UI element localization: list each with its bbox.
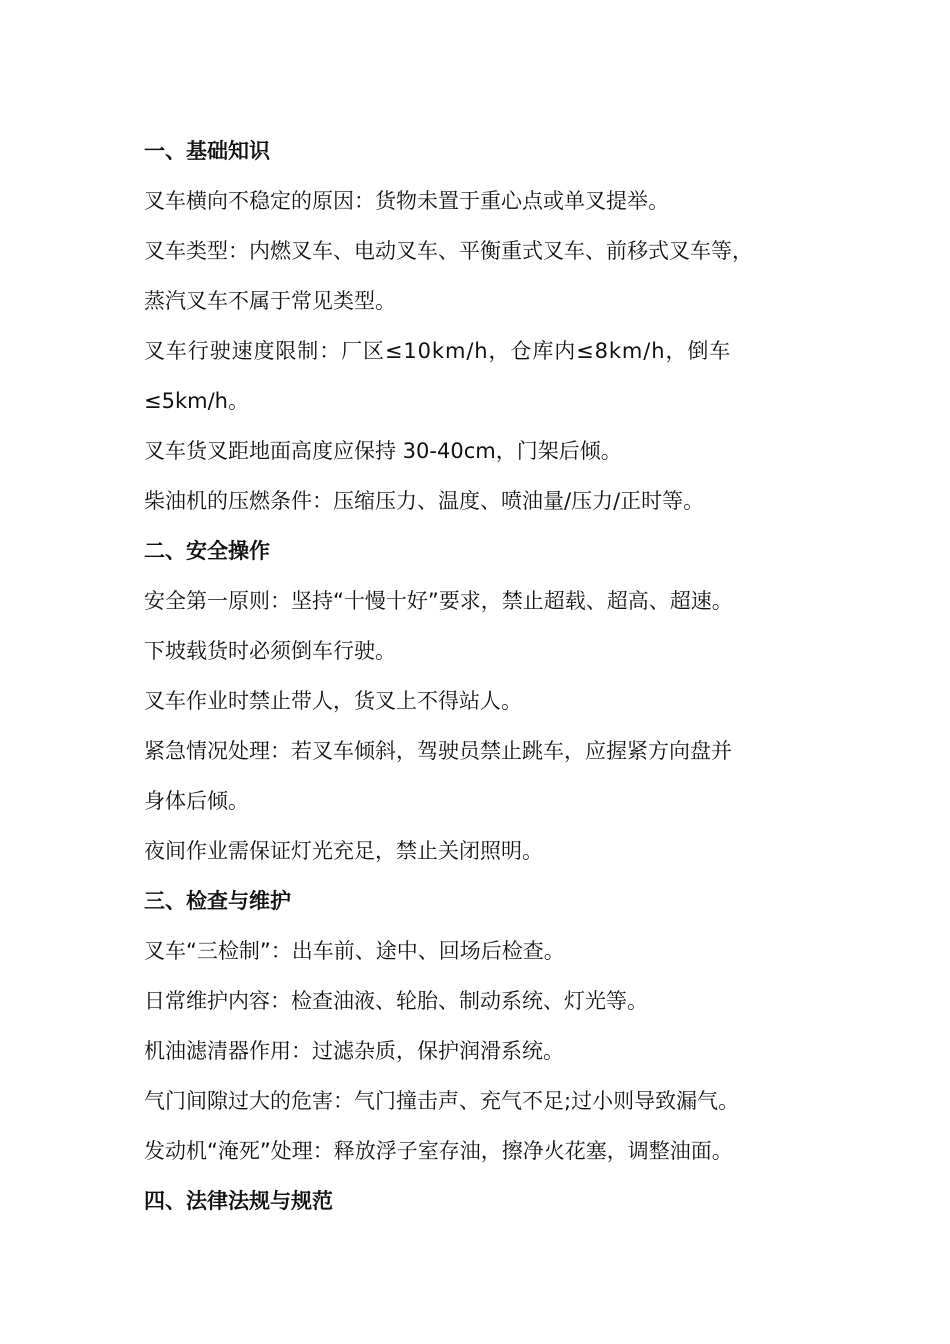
paragraph-line: 下坡载货时必须倒车行驶。 [144,639,396,663]
paragraph-line: 气门间隙过大的危害：气门撞击声、充气不足;过小则导致漏气。 [144,1089,740,1113]
paragraph-line: 安全第一原则：坚持“十慢十好”要求，禁止超载、超高、超速。 [144,589,733,613]
document-body [144,126,834,1226]
paragraph-line: 日常维护内容：检查油液、轮胎、制动系统、灯光等。 [144,989,648,1013]
paragraph-line: 叉车货叉距地面高度应保持 30-40cm，门架后倾。 [144,439,622,463]
paragraph-line: 蒸汽叉车不属于常见类型。 [144,289,396,313]
paragraph-line: 叉车横向不稳定的原因：货物未置于重心点或单叉提举。 [144,189,669,213]
paragraph-line: 机油滤清器作用：过滤杂质，保护润滑系统。 [144,1039,564,1063]
section-heading-laws-regulations: 四、法律法规与规范 [144,1189,333,1213]
paragraph-line: 身体后倾。 [144,789,249,813]
paragraph-line: 柴油机的压燃条件：压缩压力、温度、喷油量/压力/正时等。 [144,489,705,513]
paragraph-line: 夜间作业需保证灯光充足，禁止关闭照明。 [144,839,543,863]
paragraph-line: ≤5km/h。 [144,389,249,413]
section-heading-inspection-maintenance: 三、检查与维护 [144,889,291,913]
paragraph-line: 发动机“淹死”处理：释放浮子室存油，擦净火花塞，调整油面。 [144,1139,733,1163]
paragraph-line: 紧急情况处理：若叉车倾斜，驾驶员禁止跳车，应握紧方向盘并 [144,739,732,763]
paragraph-line: 叉车类型：内燃叉车、电动叉车、平衡重式叉车、前移式叉车等， [144,239,753,263]
section-heading-basic-knowledge: 一、基础知识 [144,139,270,163]
paragraph-line: 叉车作业时禁止带人，货叉上不得站人。 [144,689,522,713]
paragraph-line: 叉车“三检制”：出车前、途中、回场后检查。 [144,939,565,963]
paragraph-line: 叉车行驶速度限制：厂区≤10km/h，仓库内≤8km/h，倒车 [144,339,732,363]
section-heading-safe-operation: 二、安全操作 [144,539,270,563]
